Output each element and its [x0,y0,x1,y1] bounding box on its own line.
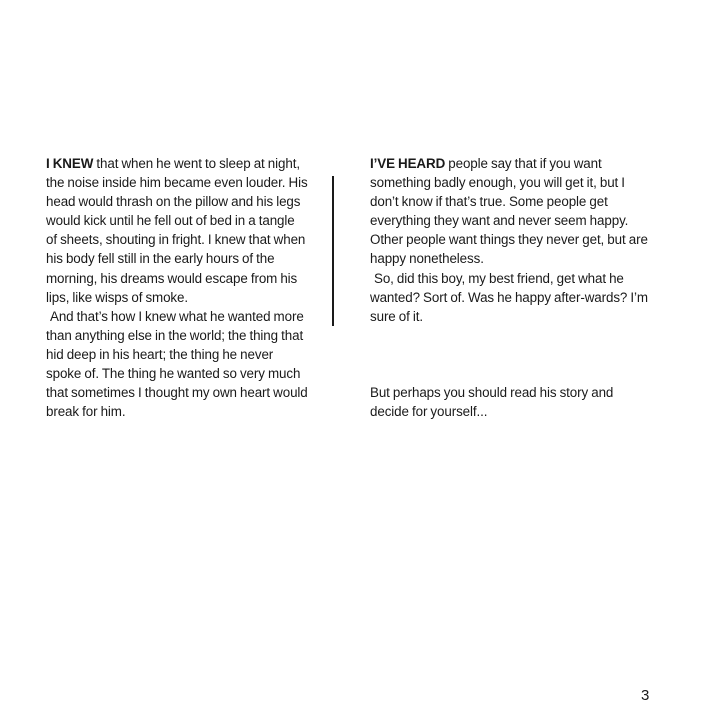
left-paragraph-1-text: that when he went to sleep at night, the noise inside him became even louder. His head would thrash on the pillow and his legs would kick until he fell out of bed in a tangle of sheets, shouting in fright. I knew that when his body fell still in the early hours of the morning, his dreams would escape from his lips, like wisps of smoke. [46,156,308,305]
right-lead-word: I’VE HEARD [370,156,446,171]
paragraph-spacer [370,326,655,383]
right-text-column [370,154,655,421]
left-text-column [46,154,308,421]
left-paragraph-2: And that’s how I knew what he wanted more than anything else in the world; the thing that hid deep in his heart; the thing he never spoke of. The thing he wanted so very much that sometimes I thought my own heart would break for him. [46,308,308,420]
left-lead-word: I KNEW [46,156,94,171]
right-paragraph-3: But perhaps you should read his story and decide for yourself... [370,384,614,419]
right-paragraph-1 [370,154,655,269]
left-paragraph-1 [46,154,308,307]
column-divider [332,176,334,326]
page-number: 3 [641,687,650,704]
right-paragraph-2: So, did this boy, my best friend, get what he wanted? Sort of. Was he happy after-wards? I’m sure of it. [370,270,648,324]
right-paragraph-1-text: people say that if you want something badly enough, you will get it, but I don’t know if that’s true. Some people get everything they want and never seem happy. Other people want things they never get, but are happy nonetheless. [370,156,648,267]
